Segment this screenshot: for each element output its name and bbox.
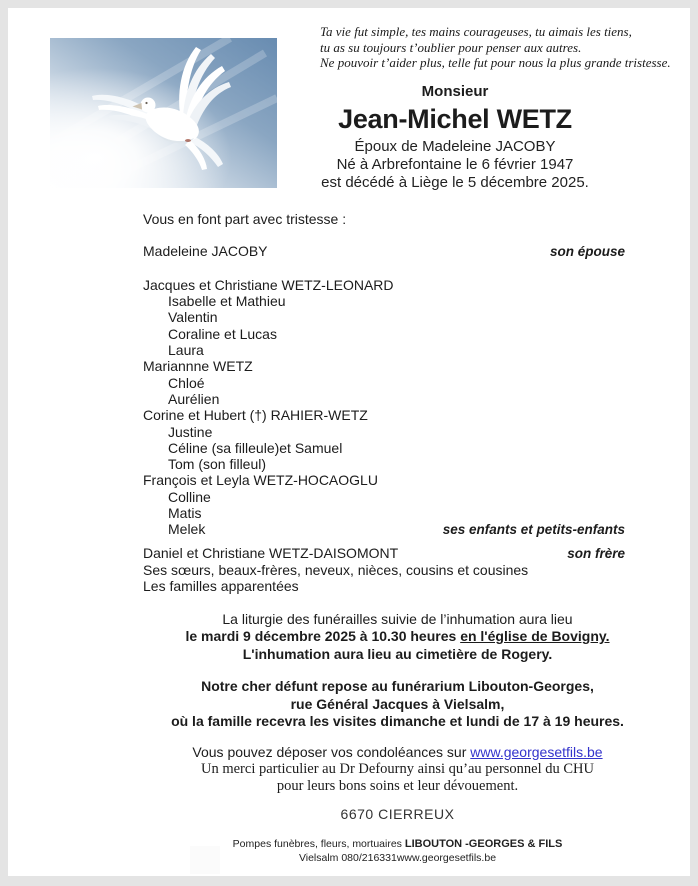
family-member-name: Valentin xyxy=(168,309,218,326)
thanks-line2: pour leurs bons soins et leur dévouement. xyxy=(276,778,519,795)
family-row xyxy=(143,456,625,472)
epitaph-line: Ne pouvoir t’aider plus, telle fut pour nous la plus grande tristesse. xyxy=(320,55,671,70)
family-member-name: Laura xyxy=(168,342,204,359)
family-member-name: Daniel et Christiane WETZ-DAISOMONT xyxy=(143,544,399,561)
family-member-name: Tom (son filleul) xyxy=(168,456,267,473)
family-member-name: Madeleine JACOBY xyxy=(143,243,268,260)
family-row xyxy=(143,391,625,407)
family-list xyxy=(143,243,652,594)
relation-label: son épouse xyxy=(549,244,625,260)
dove-photo xyxy=(50,38,277,188)
family-member-name: Ses sœurs, beaux-frères, neveux, nièces, cousins et cousines xyxy=(143,561,529,578)
announcement-body xyxy=(143,211,652,865)
family-member-name: Isabelle et Mathieu xyxy=(168,293,286,310)
family-row xyxy=(143,358,625,374)
family-member-name: Melek xyxy=(168,521,206,538)
family-member-name: Coraline et Lucas xyxy=(168,325,277,342)
funeral-line3: L'inhumation aura lieu au cimetière de Rogery. xyxy=(242,645,553,662)
family-member-name: Les familles apparentées xyxy=(143,578,299,595)
family-row xyxy=(143,309,625,325)
family-row xyxy=(143,293,625,309)
locality-line: 6670 CIERREUX xyxy=(340,806,455,823)
family-member-name: Mariannne WETZ xyxy=(143,358,253,375)
family-member-name: Céline (sa filleule)et Samuel xyxy=(168,439,343,456)
repose-line3: où la famille recevra les visites dimanche et lundi de 17 à 19 heures. xyxy=(171,713,624,730)
family-row xyxy=(143,505,625,521)
thanks-line1: Un merci particulier au Dr Defourny ainsi qu’au personnel du CHU xyxy=(201,760,594,777)
condolences-text: Vous pouvez déposer vos condoléances sur xyxy=(192,743,471,760)
family-row xyxy=(143,407,625,423)
family-member-name: Aurélien xyxy=(168,390,220,407)
watermark-square xyxy=(190,846,220,874)
salutation: Monsieur xyxy=(421,83,489,100)
family-row xyxy=(143,562,625,578)
relation-label: ses enfants et petits-enfants xyxy=(442,522,625,538)
family-member-name: Justine xyxy=(168,423,213,440)
family-member-name: François et Leyla WETZ-HOCAOGLU xyxy=(143,472,378,489)
funeral-church: en l'église de Bovigny. xyxy=(460,628,610,645)
funeral-home-brand: LIBOUTON -GEORGES & FILS xyxy=(404,838,563,851)
family-row xyxy=(143,342,625,358)
family-member-name: Corine et Hubert (†) RAHIER-WETZ xyxy=(143,407,368,424)
spouse-line: Époux de Madeleine JACOBY xyxy=(354,138,556,155)
footer-services-text: Pompes funèbres, fleurs, mortuaires xyxy=(232,838,405,851)
deceased-header xyxy=(320,83,590,192)
family-member-name: Colline xyxy=(168,488,211,505)
condolences-website-link[interactable]: www.georgesetfils.be xyxy=(470,743,603,760)
family-row xyxy=(143,326,625,342)
family-row xyxy=(143,545,625,562)
epitaph-line: tu as su toujours t’oublier pour penser aux autres. xyxy=(320,39,582,55)
condolences-line xyxy=(143,744,652,760)
dove-icon xyxy=(50,38,277,188)
family-row xyxy=(143,472,625,488)
family-row xyxy=(143,375,625,391)
family-row xyxy=(143,578,625,594)
deceased-name: Jean-Michel WETZ xyxy=(338,104,572,134)
family-member-name: Matis xyxy=(168,505,202,522)
family-row xyxy=(143,277,625,293)
footer-line2: Vielsalm 080/216331www.georgesetfils.be xyxy=(298,851,497,864)
family-row xyxy=(143,440,625,456)
family-row xyxy=(143,521,625,538)
family-intro: Vous en font part avec tristesse : xyxy=(143,211,347,227)
family-row xyxy=(143,243,625,260)
repose-info xyxy=(143,678,652,731)
epitaph-line: Ta vie fut simple, tes mains courageuses, tu aimais les tiens, xyxy=(320,24,632,39)
list-spacer xyxy=(143,261,652,277)
funeral-date-time: le mardi 9 décembre 2025 à 10.30 heures xyxy=(185,628,461,645)
thanks-note xyxy=(143,761,652,796)
funeral-info xyxy=(143,611,652,664)
funeral-line1: La liturgie des funérailles suivie de l’inhumation aura lieu xyxy=(222,610,573,627)
death-line: est décédé à Liège le 5 décembre 2025. xyxy=(321,174,589,191)
page xyxy=(8,8,690,876)
family-row xyxy=(143,489,625,505)
epitaph-quote xyxy=(320,24,672,71)
funeral-line2 xyxy=(143,628,652,646)
repose-line2: rue Général Jacques à Vielsalm, xyxy=(290,695,505,712)
repose-line1: Notre cher défunt repose au funérarium Libouton-Georges, xyxy=(201,678,594,695)
family-member-name: Jacques et Christiane WETZ-LEONARD xyxy=(143,276,394,293)
family-member-name: Chloé xyxy=(168,374,205,391)
birth-line: Né à Arbrefontaine le 6 février 1947 xyxy=(336,156,574,173)
family-row xyxy=(143,424,625,440)
relation-label: son frère xyxy=(567,545,625,561)
